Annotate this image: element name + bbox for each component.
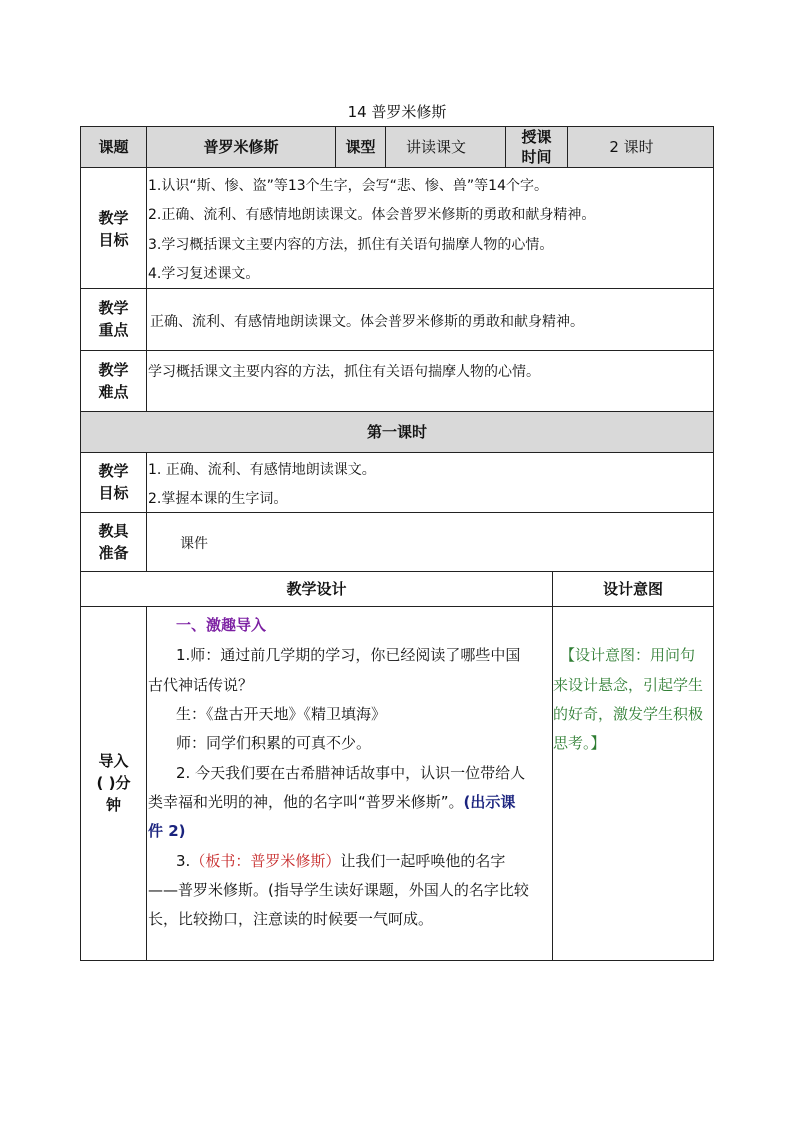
design-column-header: 教学设计 — [286, 580, 347, 598]
design-text-segment: 3. — [176, 852, 191, 870]
design-text-line: 长，比较拗口，注意读的时候要一气呵成。 — [148, 910, 434, 928]
design-text-line: 师：同学们积累的可真不少。 — [176, 734, 372, 752]
row-divider — [80, 512, 714, 513]
difficulty-label-line1: 教学 — [98, 361, 129, 379]
row-divider — [80, 571, 714, 572]
type-value: 讲读课文 — [405, 138, 466, 156]
lesson-goal-item: 1. 正确、流利、有感情地朗读课文。 — [148, 462, 376, 478]
difficulty-label-line2: 难点 — [98, 383, 129, 401]
goal-item: 1.认识“斯、惨、盗”等13个生字，会写“悲、惨、兽”等14个字。 — [148, 178, 548, 194]
section-heading: 一、激趣导入 — [176, 616, 267, 634]
col-divider — [146, 452, 147, 572]
intent-line: 来设计悬念，引起学生 — [553, 676, 704, 694]
tools-label-line1: 教具 — [98, 522, 129, 540]
courseware-note: (出示课 — [463, 793, 516, 811]
focus-label-line1: 教学 — [98, 299, 129, 317]
focus-label-line2: 重点 — [98, 321, 129, 339]
time-label-line1: 授课 — [521, 128, 552, 146]
topic-value: 普罗米修斯 — [203, 138, 279, 156]
col-divider — [552, 571, 553, 961]
intro-label-line1: 导入 — [98, 752, 129, 770]
intent-line: 的好奇，激发学生积极 — [553, 705, 704, 723]
design-text-line: 生：《盘古开天地》《精卫填海》 — [176, 705, 387, 723]
col-divider — [146, 126, 147, 412]
design-text-line: 2. 今天我们要在古希腊神话故事中，认识一位带给人 — [176, 764, 526, 782]
design-text-segment: 让我们一起呼唤他的名字 — [340, 852, 506, 870]
difficulty-text: 学习概括课文主要内容的方法，抓住有关语句揣摩人物的心情。 — [148, 364, 540, 380]
focus-text: 正确、流利、有感情地朗读课文。体会普罗米修斯的勇敢和献身精神。 — [150, 314, 584, 330]
topic-label: 课题 — [98, 138, 129, 156]
row-divider — [80, 350, 714, 351]
goal-item: 2.正确、流利、有感情地朗读课文。体会普罗米修斯的勇敢和献身精神。 — [148, 207, 596, 223]
design-text-line — [176, 851, 505, 871]
intro-label-line3: 钟 — [105, 796, 121, 814]
row-divider — [80, 411, 714, 412]
goals-label-line1: 教学 — [98, 209, 129, 227]
tools-label-line2: 准备 — [98, 544, 129, 562]
document-title: 14 普罗米修斯 — [347, 103, 447, 121]
goal-item: 4.学习复述课文。 — [148, 266, 260, 282]
row-divider — [80, 452, 714, 453]
goal-item: 3.学习概括课文主要内容的方法，抓住有关语句揣摩人物的心情。 — [148, 237, 554, 253]
intent-line: 【设计意图：用问句 — [560, 646, 696, 664]
lesson-goals-label-line2: 目标 — [98, 484, 129, 502]
design-text-line: ——普罗米修斯。(指导学生读好课题，外国人的名字比较 — [148, 881, 529, 899]
time-label-line2: 时间 — [521, 148, 552, 166]
design-text-line: 古代神话传说？ — [148, 676, 254, 694]
lesson-heading: 第一课时 — [366, 423, 427, 441]
board-note: （板书：普罗米修斯） — [190, 852, 341, 870]
design-text-segment: 类幸福和光明的神，他的名字叫“普罗米修斯”。 — [148, 793, 464, 811]
goals-label-line2: 目标 — [98, 231, 129, 249]
row-divider — [80, 606, 714, 607]
design-text-line — [148, 792, 515, 812]
courseware-note-cont: 件 2) — [148, 822, 186, 840]
row-divider — [80, 288, 714, 289]
intent-column-header: 设计意图 — [602, 580, 663, 598]
intent-line: 思考。】 — [553, 734, 606, 752]
tools-value: 课件 — [180, 536, 208, 552]
row-divider — [80, 167, 714, 168]
col-divider — [146, 606, 147, 961]
lesson-goals-label-line1: 教学 — [98, 462, 129, 480]
type-label: 课型 — [345, 138, 376, 156]
time-value: 2 课时 — [609, 138, 654, 156]
design-text-line: 1.师：通过前几学期的学习，你已经阅读了哪些中国 — [176, 646, 521, 664]
lesson-goal-item: 2.掌握本课的生字词。 — [148, 491, 288, 507]
intro-label-line2: ( )分 — [96, 774, 131, 792]
